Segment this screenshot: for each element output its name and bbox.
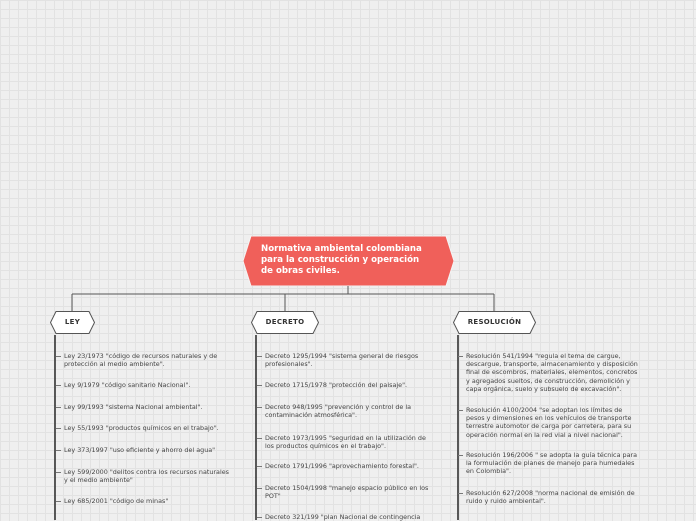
list-item[interactable]: Decreto 1715/1978 "protección del paisaje". — [265, 381, 408, 389]
list-item[interactable]: Ley 9/1979 "código sanitario Nacional". — [64, 381, 191, 389]
root-topic-title — [261, 244, 441, 278]
list-item[interactable]: Resolución 541/1994 "regula el tema de cargue, descargue, transporte, almacenamiento y disposición final de escombros, materiales, elementos, concretos y agregados sueltos, de construcción, demolición y capa orgánica, suelo y subsuelo de excavación". — [466, 352, 638, 393]
root-title-line: Normativa ambiental colombiana — [261, 244, 422, 254]
list-item[interactable]: Decreto 948/1995 "prevención y control de la contaminación atmosférica". — [265, 403, 412, 420]
list-item[interactable]: Decreto 1295/1994 "sistema general de riesgos profesionales". — [265, 352, 419, 369]
list-item[interactable]: Resolución 627/2008 "norma nacional de emisión de ruido y ruido ambiental". — [466, 489, 635, 506]
list-item[interactable]: Ley 99/1993 "sistema Nacional ambiental". — [64, 403, 203, 411]
branch-ley[interactable] — [50, 311, 95, 334]
list-item[interactable]: Ley 373/1997 "uso eficiente y ahorro del agua" — [64, 446, 216, 454]
branch-resolucion-label: RESOLUCIÓN — [467, 318, 522, 326]
list-item[interactable]: Ley 599/2000 "delitos contra los recursos naturales y el medio ambiente" — [64, 468, 230, 485]
list-item[interactable]: Ley 23/1973 "código de recursos naturales y de protección al medio ambiente". — [64, 352, 218, 369]
branch-decreto[interactable] — [251, 311, 319, 334]
branch-ley-label: LEY — [64, 318, 81, 326]
list-item[interactable]: Ley 55/1993 "productos químicos en el trabajo". — [64, 424, 219, 432]
root-title-line: para la construcción y operación — [261, 255, 420, 266]
list-item[interactable]: Decreto 1504/1998 "manejo espacio público en los POT" — [265, 484, 429, 501]
root-title-line: de obras civiles. — [261, 266, 340, 277]
list-item[interactable]: Decreto 1791/1996 "aprovechamiento forestal". — [265, 462, 419, 470]
list-item[interactable]: Resolución 4100/2004 "se adoptan los límites de pesos y dimensiones en los vehículos de transporte terrestre automotor de carga por carretera, para su operación normal en la red vial a nivel nacional". — [466, 406, 632, 439]
branch-decreto-label: DECRETO — [265, 318, 305, 326]
list-item[interactable]: Ley 685/2001 "código de minas" — [64, 497, 169, 505]
root-topic[interactable] — [243, 236, 454, 286]
list-item[interactable]: Resolución 196/2006 " se adopta la guía técnica para la formulación de planes de manejo para humedales en Colombia". — [466, 451, 638, 476]
list-item[interactable]: Decreto 1973/1995 "seguridad en la utilización de los productos químicos en el trabajo". — [265, 434, 426, 451]
list-item[interactable]: Decreto 321/199 "plan Nacional de contingencia — [265, 513, 421, 521]
branch-resolucion[interactable] — [453, 311, 536, 334]
